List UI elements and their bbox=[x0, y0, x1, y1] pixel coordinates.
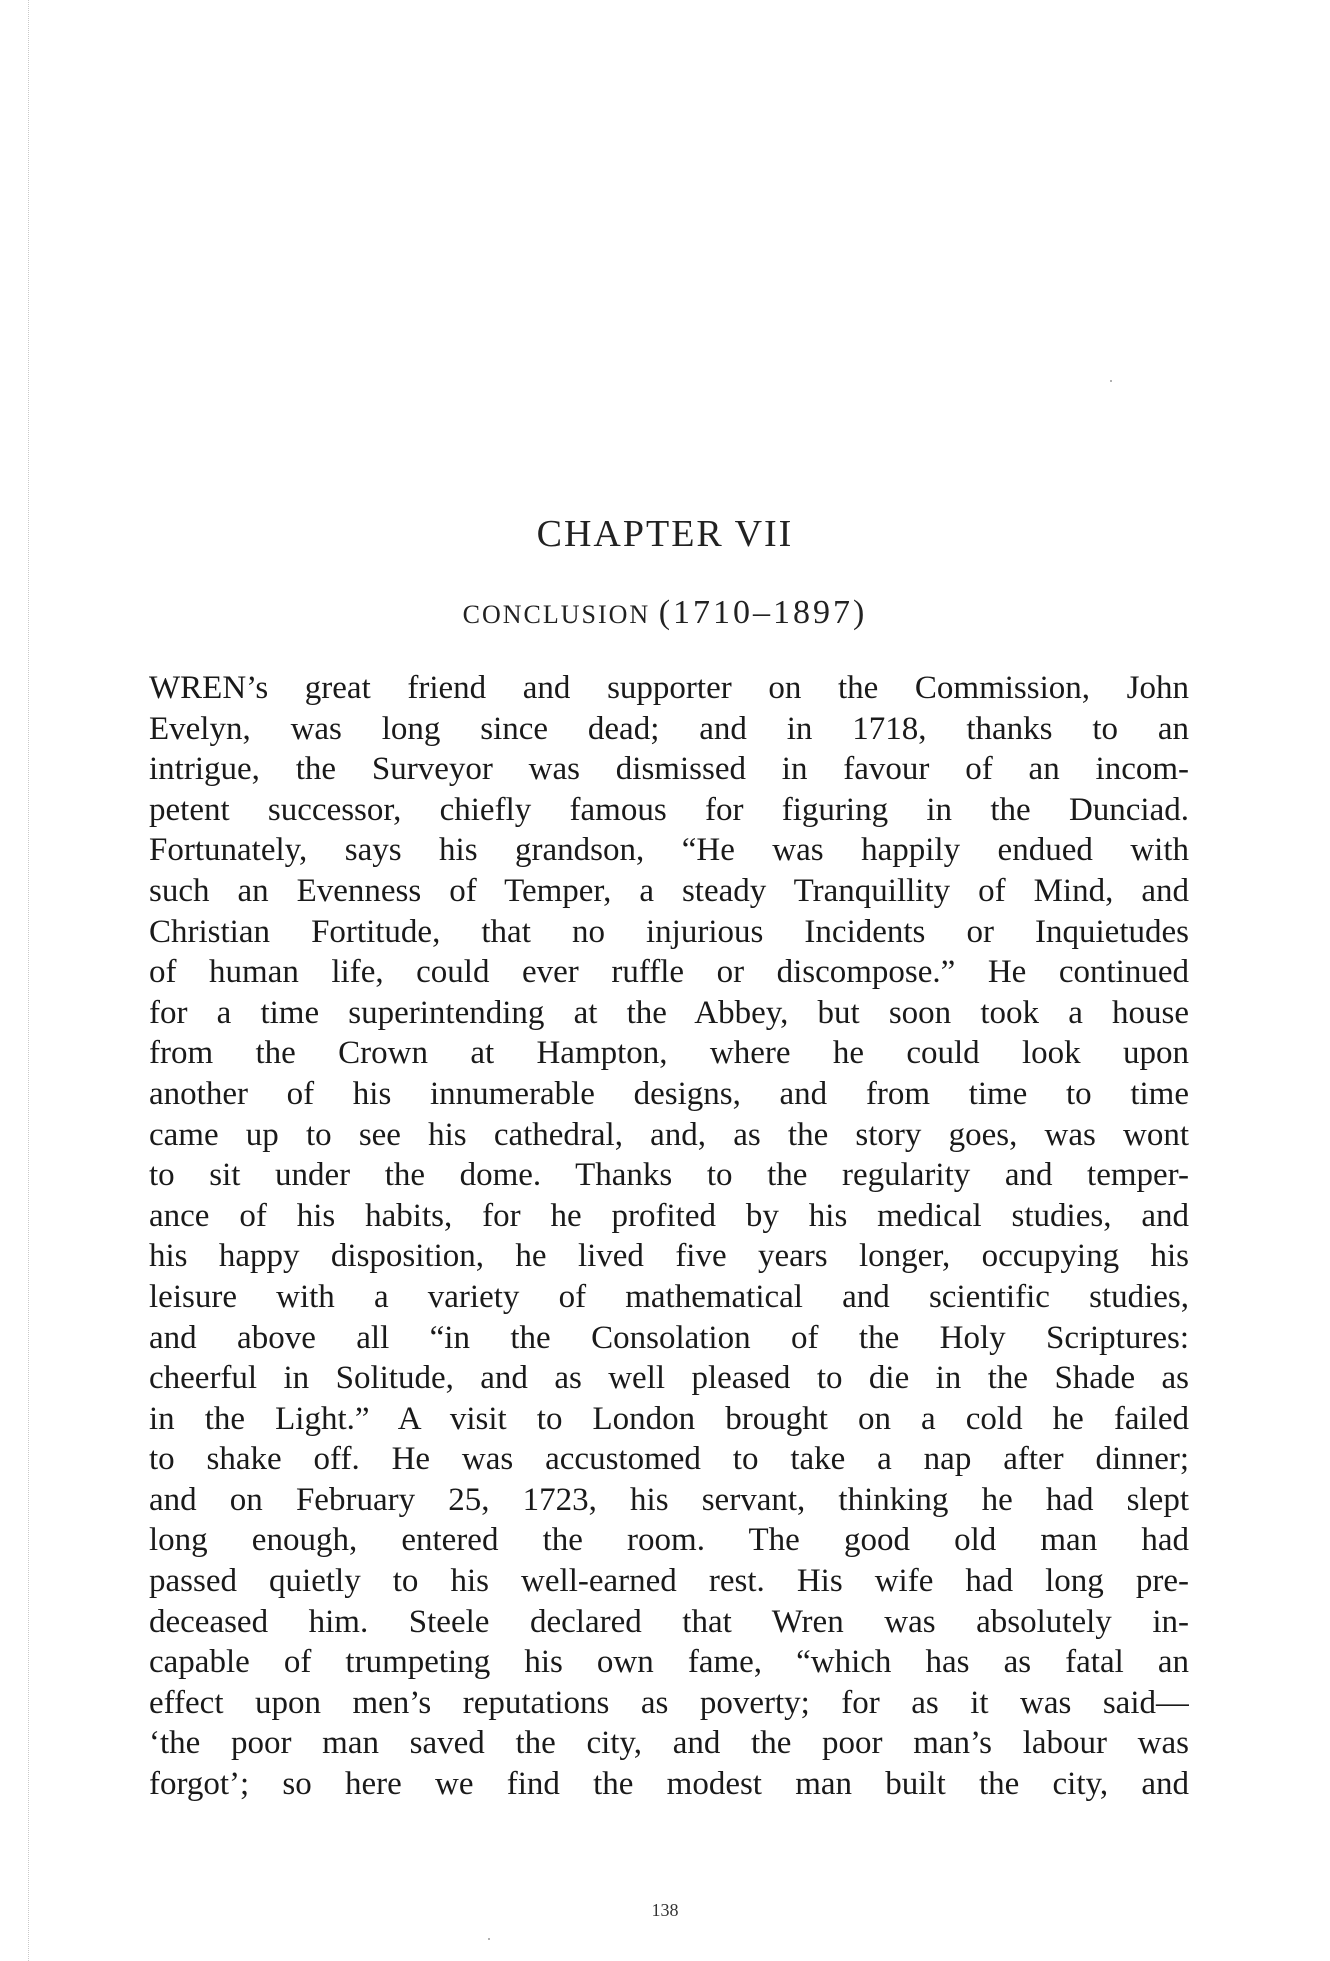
body-line: ance of his habits, for he profited by his medical studies, and bbox=[149, 1197, 1189, 1234]
body-line: his happy disposition, he lived five years longer, occupying his bbox=[149, 1238, 1189, 1275]
body-line: of human life, could ever ruffle or discompose.” He continued bbox=[149, 954, 1189, 991]
page-number: 138 bbox=[651, 1900, 679, 1920]
scan-speck bbox=[1110, 380, 1112, 382]
body-line: passed quietly to his well-earned rest. His wife had long pre- bbox=[149, 1563, 1189, 1600]
body-line: Christian Fortitude, that no injurious Incidents or Inquietudes bbox=[149, 913, 1189, 950]
body-line: cheerful in Solitude, and as well pleased to die in the Shade as bbox=[149, 1360, 1189, 1397]
body-line: came up to see his cathedral, and, as the story goes, was wont bbox=[149, 1116, 1189, 1153]
body-line: in the Light.” A visit to London brought on a cold he failed bbox=[149, 1400, 1189, 1437]
body-line: effect upon men’s reputations as poverty; for as it was said— bbox=[149, 1684, 1189, 1721]
body-line: Fortunately, says his grandson, “He was happily endued with bbox=[149, 832, 1189, 869]
body-line: long enough, entered the room. The good old man had bbox=[149, 1522, 1189, 1559]
body-line: capable of trumpeting his own fame, “which has as fatal an bbox=[149, 1644, 1189, 1681]
body-line: forgot’; so here we find the modest man built the city, and bbox=[149, 1766, 1189, 1803]
body-line: petent successor, chiefly famous for figuring in the Dunciad. bbox=[149, 791, 1189, 828]
body-line: leisure with a variety of mathematical and scientific studies, bbox=[149, 1278, 1189, 1315]
scan-speck bbox=[488, 1938, 490, 1940]
body-line: deceased him. Steele declared that Wren was absolutely in- bbox=[149, 1603, 1189, 1640]
chapter-subtitle-years: (1710–1897) bbox=[658, 594, 868, 631]
body-line: ‘the poor man saved the city, and the poor man’s labour was bbox=[149, 1725, 1189, 1762]
body-line: and on February 25, 1723, his servant, thinking he had slept bbox=[149, 1481, 1189, 1518]
body-line: for a time superintending at the Abbey, but soon took a house bbox=[149, 994, 1189, 1031]
body-text bbox=[149, 668, 1189, 1805]
body-line: another of his innumerable designs, and from time to time bbox=[149, 1075, 1189, 1112]
body-line: and above all “in the Consolation of the Holy Scriptures: bbox=[149, 1319, 1189, 1356]
chapter-subtitle-word: CONCLUSION bbox=[462, 600, 651, 629]
body-line: intrigue, the Surveyor was dismissed in favour of an incom- bbox=[149, 751, 1189, 788]
chapter-subtitle bbox=[0, 594, 1330, 632]
body-line: WREN’s great friend and supporter on the Commission, John bbox=[149, 670, 1189, 706]
body-line: to sit under the dome. Thanks to the regularity and temper- bbox=[149, 1157, 1189, 1194]
body-line: to shake off. He was accustomed to take a nap after dinner; bbox=[149, 1441, 1189, 1478]
body-line: such an Evenness of Temper, a steady Tranquillity of Mind, and bbox=[149, 872, 1189, 909]
body-line: from the Crown at Hampton, where he could look upon bbox=[149, 1035, 1189, 1072]
chapter-title: CHAPTER VII bbox=[536, 513, 794, 555]
body-line: Evelyn, was long since dead; and in 1718, thanks to an bbox=[149, 710, 1189, 747]
scan-gutter-marks bbox=[28, 0, 29, 1961]
